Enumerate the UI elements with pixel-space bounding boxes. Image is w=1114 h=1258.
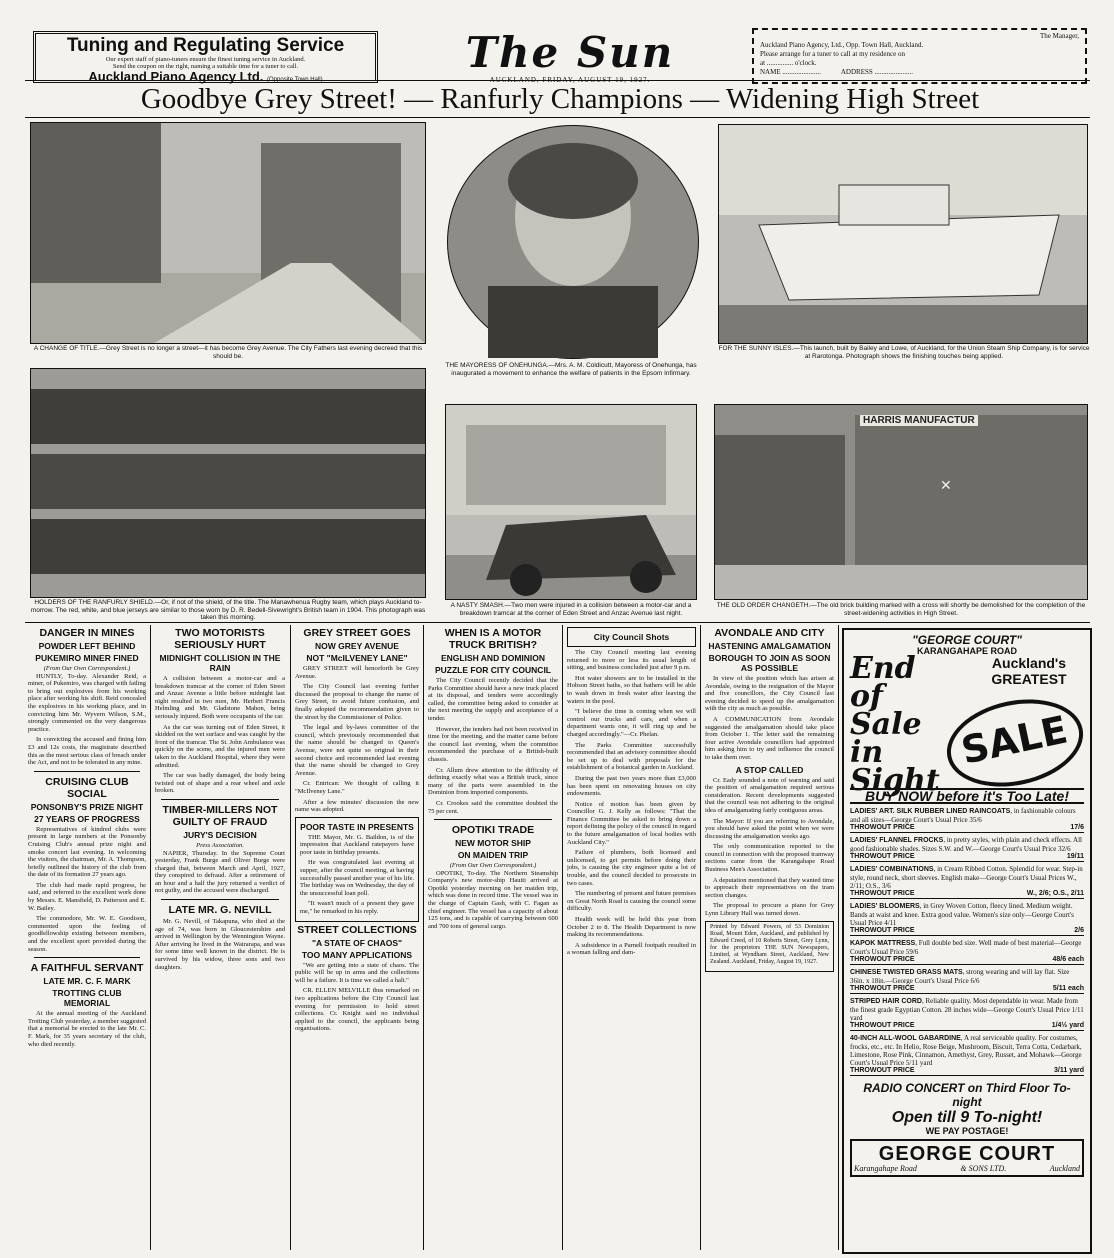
grey-street-image <box>31 123 426 344</box>
column-2 <box>155 625 285 1250</box>
council-para-9: Health week will be held this year from October 2 to 8. The Health Department is now making its recommendations. <box>567 916 696 939</box>
rugby-team-image <box>31 369 426 598</box>
cruising-para-1: Representatives of kindred clubs were present in large numbers at the Ponsonby Cruising Club's annual prize night and smoke concert last evening. In welcoming the visitors, the chairman, Mr. A. Thompson, briefly outlined the history of the club from the date of its formation 27 years ago. <box>28 825 146 879</box>
opotiki-subhead-2: ON MAIDEN TRIP <box>457 850 529 861</box>
sale-item: LADIES' FLANNEL FROCKS, in pretty styles, with plain and check effects. All good fashionable shades. Sizes S.W. and W.—George Court's Usual Price 32/6 THROWOUT PRICE 19/11 <box>850 836 1084 860</box>
sale-items <box>850 807 1084 1076</box>
council-shots-box <box>567 627 696 647</box>
old-building-image <box>715 405 1088 600</box>
avondale-para-5: The only communication reported to the council in connection with the proposed tramway sections came from the Karangahape Road Business Men's Association. <box>705 843 834 874</box>
column-6 <box>705 625 834 1250</box>
coupon-request: Please arrange for a tuner to call at my residence on <box>760 50 905 58</box>
truck-headline: WHEN IS A MOTOR TRUCK BRITISH? <box>444 627 542 651</box>
coupon-oclock: o'clock. <box>794 59 817 67</box>
throwout-price-row <box>850 853 1084 862</box>
footer-details <box>854 1165 1080 1173</box>
column-rule <box>150 625 151 1250</box>
coupon-name-label: NAME <box>760 68 781 76</box>
throwout-label: THROWOUT PRICE <box>850 890 915 897</box>
divider <box>161 799 279 800</box>
ad-company-address: (Opposite Town Hall) <box>267 77 323 83</box>
sale-item: LADIES' BLOOMERS, in Grey Woven Cotton, fleecy lined. Medium weight. Bands at waist and knee. Extra good value. Women's size only—George Court's Usual Price 4/11 THROWOUT PRICE 2/6 <box>850 902 1084 934</box>
sale-item-name: KAPOK MATTRESS <box>850 940 916 947</box>
stop-called-subhead: A STOP CALLED <box>735 764 804 775</box>
motorists-para-3: The car was badly damaged, the body being twisted out of shape and a rear wheel and axle broken. <box>155 772 285 795</box>
avondale-para-2: A COMMUNICATION from Avondale suggested the amalgamation should take place from October 1. The letter said the remaining four active Avondale councillors had appointed him asking him to try and influence the council to take them over. <box>705 715 834 761</box>
sale-item-name: 40-INCH ALL-WOOL GABARDINE <box>850 1035 961 1042</box>
throwout-price: 48/6 each <box>1052 956 1084 963</box>
grey-street-subhead-2: NOT "McILVENEY LANE" <box>306 653 408 663</box>
avondale-para-7: The proposal to procure a piano for Grey Lynn Library Hall was turned down. <box>705 902 834 918</box>
divider <box>161 899 279 900</box>
sale-item-desc: in pretty styles, with plain and check effects. All good fashionable shades. Sizes S.W. and W.—George Court's Usual Price <box>850 836 1082 853</box>
tuning-service-ad <box>33 31 378 83</box>
throwout-price: W., 2/6; O.S., 2/11 <box>1026 890 1084 897</box>
sale-item-usual-price: 4/11 <box>884 919 897 927</box>
council-para-5: During the past two years more than £3,000 has been spent on renovating houses on city endowments. <box>567 774 696 798</box>
masthead-logo: The Sun <box>465 28 675 77</box>
ad-line-2: Send the coupon on the right, naming a suitable time for a tuner to call. <box>112 63 299 70</box>
cruising-para-3: The commodore, Mr. W. E. Goodison, commented upon the feeling of goodfellowship existing between members, and the excellent sport provided during the season. <box>28 915 146 953</box>
opotiki-dateline: (From Our Own Correspondent.) <box>449 862 537 870</box>
sale-item-usual-price: W., 2/11; O.S., 3/6 <box>850 874 1077 890</box>
sale-item-name: LADIES' BLOOMERS <box>850 903 920 910</box>
council-para-3: "I believe the time is coming when we will control our trucks and cars, and when a department wants one, it will ring up and be charged accordingly."—Cr. Phelan. <box>567 708 696 738</box>
column-5 <box>567 625 696 1250</box>
grey-street-para-5: After a few minutes' discussion the new name was adopted. <box>295 798 419 814</box>
council-para-6: Notice of motion has been given by Councillor G. J. Kelly as follows: "That the Finance Committee be asked to bring down a report defining the policy of the council in regard to the future amalgamation of local bodies with Auckland City." <box>567 800 696 846</box>
sale-item-desc: in Cream Ribbed Cotton. Splendid for wear. Step-in style, round neck, short sleeves. English make—George Court's Usual Prices <box>850 865 1083 882</box>
sale-item-name: LADIES' FLANNEL FROCKS <box>850 837 944 844</box>
imprint-box <box>705 921 834 972</box>
council-para-10: A subsidence in a Parnell footpath resulted in a woman falling and dam- <box>567 941 696 957</box>
sale-item-usual-price: 5/11 yard <box>905 1059 933 1067</box>
sale-item-desc: in Grey Woven Cotton, fleecy lined. Medium weight. Bands at waist and knee. Extra good value. Women's size only—George Court's Usual Price <box>850 902 1074 927</box>
footer-sons: & SONS LTD. <box>960 1164 1007 1173</box>
throwout-label: THROWOUT PRICE <box>850 824 915 831</box>
throwout-price-row <box>850 985 1084 994</box>
poor-taste-box <box>295 817 419 922</box>
sale-item-usual-price: 35/6 <box>969 816 982 824</box>
rugby-team-photo <box>30 368 426 598</box>
throwout-label: THROWOUT PRICE <box>850 927 915 934</box>
motorists-headline: TWO MOTORISTS SERIOUSLY HURT <box>174 627 266 651</box>
sale-item-name: CHINESE TWISTED GRASS MATS <box>850 969 963 976</box>
throwout-price: 3/11 yard <box>1054 1067 1084 1074</box>
launch-caption: FOR THE SUNNY ISLES.—This launch, built by Bailey and Lowe, of Auckland, for the Union Steam Ship Company, is for service at Rarotonga. Photograph shows the finishing touches being applied. <box>718 345 1090 360</box>
imprint-text: Printed by Edward Powers, of 53 Dominion Road, Mount Eden, Auckland, and published by Edward Creed, of 10 Roberts Street, Grey Lynn, for the proprietors THE SUN Newspapers, Limited, at Wyndham Street, Auckland, New Zealand. Auckland, Friday, August 19, 1927. <box>710 923 829 965</box>
sale-item-desc: in fashionable colours and all sizes—George Court's Usual Price <box>850 807 1076 824</box>
sale-item: 40-INCH ALL-WOOL GABARDINE, A real serviceable quality. For costumes, frocks, etc., etc. In Helio, Rose Beige, Mushroom, Biscuit, Terra Cotta, Cedarbark, Limestone, Rose Pink, Cinnamon, Amethyst, Grey, Russet, and Mohawk—George Court's Usual Price 5/11 yard THROWOUT PRICE 3/11 yard <box>850 1034 1084 1074</box>
servant-para-1: At the annual meeting of the Auckland Trotting Club yesterday, a member suggested that a memorial be erected to the late Mr. C. F. Mark, for 35 years secretary of the club, who died recently. <box>28 1010 146 1048</box>
timber-headline: TIMBER-MILLERS NOT GUILTY OF FRAUD <box>162 803 278 828</box>
throwout-label: THROWOUT PRICE <box>850 1022 915 1029</box>
postage-text: WE PAY POSTAGE! <box>925 1126 1009 1136</box>
cruising-subhead-2: 27 YEARS OF PROGRESS <box>34 813 140 824</box>
ad-company-name: Auckland Piano Agency Ltd. <box>88 69 264 84</box>
timber-para-1: NAPIER, Thursday. In the Supreme Court yesterday, Frank Burge and Oliver Burge were charged that, between March and April, 1927, they conspired to defraud. After a retirement of an hour and a half the jury returned a verdict of not guilty, and the accused were discharged. <box>155 849 285 895</box>
poor-taste-para-2: He was congratulated last evening at supper, after the council meeting, at having successfully passed another year of his life. The birthday was on Wednesday, the day of the unsuccessful loan poll. <box>300 859 414 897</box>
coupon-fields <box>760 68 1079 77</box>
truck-para-3: Cr. Allum drew attention to the difficulty of defining exactly what was a British truck, since many of the parts were assembled in the Dominion from imported components. <box>428 766 558 797</box>
avondale-subhead: HASTENING AMALGAMATION <box>708 641 831 651</box>
throwout-label: THROWOUT PRICE <box>850 956 915 963</box>
cruising-subhead: PONSONBY'S PRIZE NIGHT <box>30 801 144 812</box>
poor-taste-para-1: THE Mayor, Mr. G. Baildon, is of the impression that Auckland ratepayers have poor taste in birthday presents. <box>300 833 414 856</box>
smash-image <box>446 405 697 600</box>
throwout-price: 5/11 each <box>1052 985 1084 992</box>
svg-text:✕: ✕ <box>940 478 952 494</box>
sale-item-desc: Full double bed size. Well made of best material—George Court's Usual Price <box>850 939 1082 956</box>
open-till-text: Open till 9 To-night! <box>891 1109 1043 1126</box>
truck-para-2: However, the tenders had not been received in time for the meeting, and the matter came before the council last evening, when the committee recommended the purchase of a British-built chassis. <box>428 725 558 763</box>
collections-subhead-2: TOO MANY APPLICATIONS <box>301 949 413 960</box>
smash-photo <box>445 404 697 600</box>
throwout-price-row <box>850 956 1084 965</box>
sale-item-name: LADIES' ART. SILK RUBBER LINED RAINCOATS <box>850 808 1011 815</box>
avondale-para-3: Cr. Eady sounded a note of warning and said the position of amalgamation required serious consideration. Recent developments suggested that the council was not adhering to the original idea of amalgamating fairly contiguous areas. <box>705 776 834 814</box>
council-para-2: Hot water showers are to be installed in the Hobson Street baths, so that bathers will be able to wash down in fresh water after leaving the waters in the pool. <box>567 674 696 705</box>
grey-street-para-1: GREY STREET will henceforth be Grey Avenue. <box>295 665 419 680</box>
sale-item-usual-price: 1/11 yard <box>850 1006 1084 1022</box>
sale-item-usual-price: 59/6 <box>905 948 919 956</box>
sale-item-desc: A real serviceable quality. For costumes, frocks, etc., etc. In Helio, Rose Beige, Mushroom, Biscuit, Terra Cotta, Cedarbark, Limestone, Rose Pink, Cinnamon, Amethyst, Grey, Russet, and Mohawk—George Court's Usual Price <box>850 1034 1082 1067</box>
grey-street-para-2: The City Council last evening further discussed the proposal to change the name of Grey Street, to avoid future confusion, and finally adopted the recommendation given to the street by the Commissioner of Police. <box>295 683 419 721</box>
coupon-company: Auckland Piano Agency, Ltd., Opp. Town Hall, Auckland. <box>760 41 924 49</box>
ad-title: Tuning and Regulating Service <box>66 35 345 56</box>
timber-subhead: JURY'S DECISION <box>183 829 257 840</box>
footer-city: Auckland <box>1049 1164 1080 1173</box>
opotiki-headline: OPOTIKI TRADE <box>451 824 535 837</box>
harris-sign: HARRIS MANUFACTUR <box>860 415 978 426</box>
council-shots-title: City Council Shots <box>593 632 670 642</box>
mayoress-image <box>448 126 698 358</box>
radio-concert-text: RADIO CONCERT on Third Floor To-night <box>863 1081 1071 1109</box>
throwout-price-row <box>850 890 1084 899</box>
ad-line-1: Our expert staff of piano-tuners ensure the finest tuning service in Auckland. <box>105 56 306 63</box>
masthead <box>420 30 720 84</box>
poor-taste-headline: POOR TASTE IN PRESENTS <box>300 821 414 832</box>
old-building-photo <box>714 404 1088 600</box>
sale-item-name: LADIES' COMBINATIONS <box>850 866 934 873</box>
grey-street-subhead: NOW GREY AVENUE <box>315 641 399 651</box>
column-rule <box>423 625 424 1250</box>
old-order-caption: THE OLD ORDER CHANGETH.—The old brick building marked with a cross will shortly be demolished for the completion of the street-widening activities in High Street. <box>716 602 1086 617</box>
launch-photo <box>718 124 1088 344</box>
avondale-para-1: In view of the position which has arisen at Avondale, owing to the resignation of the Mayor and five councillors, the City Council last evening decided to speed up the amalgamation with the city as much as possible. <box>705 675 834 713</box>
mines-subhead-2: PUKEMIRO MINER FINED <box>35 653 139 663</box>
throwout-label: THROWOUT PRICE <box>850 853 915 860</box>
mines-dateline: (From Our Own Correspondent.) <box>43 665 131 672</box>
smash-caption: A NASTY SMASH.—Two men were injured in a collision between a motor-car and a breakdown tramcar at the corner of Eden Street and Anzac Avenue last night. <box>450 602 692 617</box>
avondale-headline: AVONDALE AND CITY <box>714 627 825 639</box>
headline-rule <box>25 117 1090 118</box>
throwout-price-row <box>850 1067 1084 1076</box>
sale-item: STRIPED HAIR CORD, Reliable quality. Most dependable in wear. Made from the finest grade Egyptian Cotton. 28 inches wide—George Court's Usual Price 1/11 yard THROWOUT PRICE 1/4½ yard <box>850 997 1084 1029</box>
throwout-price-row <box>850 824 1084 833</box>
sale-item-desc: strong wearing and will lay flat. Size 36in. x 18in.—George Court's Usual Price <box>850 968 1070 985</box>
sale-stamp: SALE <box>939 688 1091 799</box>
timber-dateline: Press Association. <box>196 841 244 849</box>
aucklands-greatest-text: Auckland's GREATEST <box>991 655 1067 687</box>
opotiki-subhead: NEW MOTOR SHIP <box>455 838 531 849</box>
column-rule <box>838 625 839 1250</box>
throwout-price: 17/6 <box>1070 824 1084 831</box>
store-road: KARANGAHAPE ROAD <box>916 646 1017 656</box>
column-rule <box>290 625 291 1250</box>
throwout-price: 19/11 <box>1066 853 1084 860</box>
sale-item-name: STRIPED HAIR CORD <box>850 998 922 1005</box>
mines-subhead: POWDER LEFT BEHIND <box>38 641 136 651</box>
council-para-7: Failure of plumbers, both licensed and unlicensed, to get permits before doing their jobs, is causing the city engineer quite a lot of trouble, and the council decided to prosecute in two cases. <box>567 849 696 887</box>
grey-street-photo <box>30 122 426 344</box>
throwout-price: 2/6 <box>1074 927 1084 934</box>
throwout-price-row <box>850 1022 1084 1031</box>
servant-subhead-2: TROTTING CLUB MEMORIAL <box>52 988 122 1009</box>
cruising-para-2: The club had made rapid progress, he said, and referred to the excellent work done by Messrs. E. Mansfield, D. Patterson and E. W. Bailey. <box>28 881 146 912</box>
photo-section-rule <box>25 622 1090 623</box>
sale-item-desc: Reliable quality. Most dependable in wear. Made from the finest grade Egyptian Cotton. 28 inches wide—George Court's Usual Price <box>850 997 1078 1014</box>
rugby-caption: HOLDERS OF THE RANFURLY SHIELD.—Or, if not of the shield, of the title. The Manawhenua Rugby team, which plays Auckland to-morrow. The red, white, and blue jerseys are similar to those worn by D. R. Bedell-Sivewright's British team in 1904. This photograph was taken this morning. <box>30 599 426 621</box>
sale-item-usual-price: 32/6 <box>1058 845 1071 853</box>
divider <box>34 771 140 772</box>
mines-headline: DANGER IN MINES <box>39 627 135 639</box>
grey-street-para-3: The legal and by-laws committee of the council, which previously recommended that the name should be changed to Queen's Avenue, were not quite so original in their second choice and recommended last evening that the name should be changed to Grey Avenue. <box>295 724 419 777</box>
sale-item: CHINESE TWISTED GRASS MATS, strong wearing and will lay flat. Size 36in. x 18in.—George Court's Usual Price 6/6 THROWOUT PRICE 5/11 each <box>850 968 1084 992</box>
throwout-label: THROWOUT PRICE <box>850 1067 915 1074</box>
column-rule <box>700 625 701 1250</box>
page-headline: Goodbye Grey Street! — Ranfurly Champions — Widening High Street <box>140 83 980 115</box>
buy-now-banner: BUY NOW before it's Too Late! <box>850 788 1084 804</box>
tuner-coupon <box>752 28 1087 84</box>
coupon-name-field: NAME ...................... <box>760 68 821 76</box>
council-para-1: The City Council meeting last evening returned to more or less its usual length of sitting, and business concluded just after 9 p.m. <box>567 649 696 672</box>
throwout-label: THROWOUT PRICE <box>850 985 915 992</box>
footer-road: Karangahape Road <box>854 1164 917 1173</box>
footer-store-name: GEORGE COURT <box>878 1143 1056 1165</box>
avondale-subhead-2: BOROUGH TO JOIN AS SOON AS POSSIBLE <box>708 653 831 673</box>
motorists-para-2: As the car was turning out of Eden Street, it skidded on the wet surface and was caught by the front of the tramcar. The St. John Ambulance was quickly on the scene, and the injured men were taken to the Auckland Hospital, where they were admitted. <box>155 723 285 769</box>
grey-street-para-4: Cr. Entrican: We thought of calling it "McIlveney Lane." <box>295 780 419 795</box>
motorists-subhead: MIDNIGHT COLLISION IN THE RAIN <box>159 653 281 673</box>
avondale-para-6: A deputation mentioned that they wanted time to approach their representatives on the tram section changes. <box>705 876 834 899</box>
coupon-address-field: ADDRESS ...................... <box>840 68 914 76</box>
launch-image <box>719 125 1088 344</box>
council-para-4: The Parks Committee successfully recommended that an advisory committee should be set up to deal with proposals for the establishment of a botanical garden in Auckland. <box>567 741 696 772</box>
collections-subhead: "A STATE OF CHAOS" <box>311 937 403 948</box>
throwout-price: 1/4½ yard <box>1051 1022 1084 1029</box>
collections-para-2: CR. ELLEN MELVILLE thus remarked on two applications before the City Council last evening for permission to hold street collections. Cr. Knight said no individual applied to the council, the applicants being organisations. <box>295 987 419 1033</box>
coupon-address-label: ADDRESS <box>840 68 873 76</box>
truck-para-1: The City Council recently decided that the Parks Committee should have a new truck placed at its disposal, and tenders were accordingly called, the committee being asked to consider at the next meeting the supply and acceptance of a tender. <box>428 677 558 722</box>
column-4 <box>428 625 558 1250</box>
coupon-time-row: at ............... o'clock. <box>760 59 817 67</box>
coupon-to: The Manager, <box>1040 32 1079 40</box>
council-para-8: The numbering of present and future premises on Great North Road is causing the council some difficulty. <box>567 890 696 913</box>
store-name: "GEORGE COURT" <box>912 633 1022 647</box>
masthead-date: AUCKLAND, FRIDAY, AUGUST 19, 1927. <box>489 76 651 84</box>
cruising-headline: CRUISING CLUB SOCIAL <box>45 775 129 800</box>
avondale-para-4: The Mayor: If you are referring to Avondale, you should have asked the point when we were discussing the amalgamation weeks ago. <box>705 817 834 840</box>
throwout-price-row <box>850 927 1084 936</box>
servant-headline: A FAITHFUL SERVANT <box>30 962 144 975</box>
mayoress-caption: THE MAYORESS OF ONEHUNGA.—Mrs. A. M. Coldicutt, Mayoress of Onehunga, has inaugurated a movement to enhance the welfare of patients in the Epsom Infirmary. <box>445 362 697 377</box>
truck-para-4: Cr. Crookes said the committee doubted the 75 per cent. <box>428 799 558 815</box>
divider <box>34 957 140 958</box>
nevill-para-1: Mr. G. Nevill, of Takapuna, who died at the age of 74, was born in Gloucestershire and arrived in Wellington by the Wennington Wayne. After arriving he lived in the Wairarapa, and was for some time well known in the district. He is survived by his widow, three sons and two daughters. <box>155 918 285 971</box>
sale-item: LADIES' ART. SILK RUBBER LINED RAINCOATS, in fashionable colours and all sizes—George Court's Usual Price 35/6 THROWOUT PRICE 17/6 <box>850 807 1084 831</box>
column-3 <box>295 625 419 1250</box>
coupon-at: at <box>760 59 766 67</box>
sale-item: LADIES' COMBINATIONS, in Cream Ribbed Cotton. Splendid for wear. Step-in style, round neck, short sleeves. English make—George Court's Usual Prices W., 2/11; O.S., 3/6 THROWOUT PRICE W., 2/6; O.S., 2/11 <box>850 865 1084 897</box>
end-of-sale-text: End of Sale in Sight <box>850 651 940 798</box>
george-court-ad <box>842 628 1092 1254</box>
truck-subhead-2: PUZZLE FOR CITY COUNCIL <box>434 665 551 675</box>
sale-item: KAPOK MATTRESS, Full double bed size. Well made of best material—George Court's Usual Price 59/6 THROWOUT PRICE 48/6 each <box>850 939 1084 963</box>
mines-para-1: HUNTLY, To-day. Alexander Reid, a miner, of Pukemiro, was charged with failing to bring out explosives from his working place after working his shift. Reid concealed the explosives in his working place, and in convicting him Mr. Wyvern Wilson, S.M., strongly commented on the very dangerous practice. <box>28 672 146 733</box>
grey-street-caption: A CHANGE OF TITLE.—Grey Street is no longer a street—it has become Grey Avenue. The City Fathers last evening decreed that this should be. <box>33 345 423 360</box>
column-1 <box>28 625 146 1250</box>
nevill-headline: LATE MR. G. NEVILL <box>168 904 272 917</box>
column-rule <box>562 625 563 1250</box>
mines-para-2: In convicting the accused and fining him £3 and 12s costs, the magistrate described this as the most serious class of breach under the Act, and not to be tolerated in any mine. <box>28 736 146 767</box>
motorists-para-1: A collision between a motor-car and a breakdown tramcar at the corner of Eden Street and Anzac Avenue a little before midnight last night resulted in two men, Mr. Herbert Francis Helmling and Mr. Gladstone Mahon, being seriously injured. Both were occupants of the car. <box>155 675 285 720</box>
opotiki-para-1: OPOTIKI, To-day. The Northern Steamship Company's new motor-ship Hauiti arrived at Opotiki yesterday morning on her maiden trip, which was done in record time. The vessel was in the charge of Captain Gash, with C. Fagan as chief engineer. The vessel has a capacity of about 125 tons, and is capable of carrying between 600 and 700 tons of general cargo. <box>428 869 558 930</box>
collections-headline: STREET COLLECTIONS <box>297 923 417 936</box>
poor-taste-para-3: "It wasn't much of a present they gave me," he remarked in his reply. <box>300 900 414 916</box>
servant-subhead: LATE MR. C. F. MARK <box>43 976 131 987</box>
masthead-rule <box>25 80 1090 81</box>
divider <box>434 819 552 820</box>
truck-subhead: ENGLISH AND DOMINION <box>440 653 546 663</box>
grey-street-headline: GREY STREET GOES <box>303 627 411 639</box>
store-footer <box>850 1139 1084 1177</box>
sale-item-usual-price: 6/6 <box>970 977 980 985</box>
mayoress-portrait <box>447 125 699 359</box>
collections-para-1: "We are getting into a state of chaos. The public will be up in arms and the collections will be a failure. It is time we called a halt." <box>295 961 419 984</box>
